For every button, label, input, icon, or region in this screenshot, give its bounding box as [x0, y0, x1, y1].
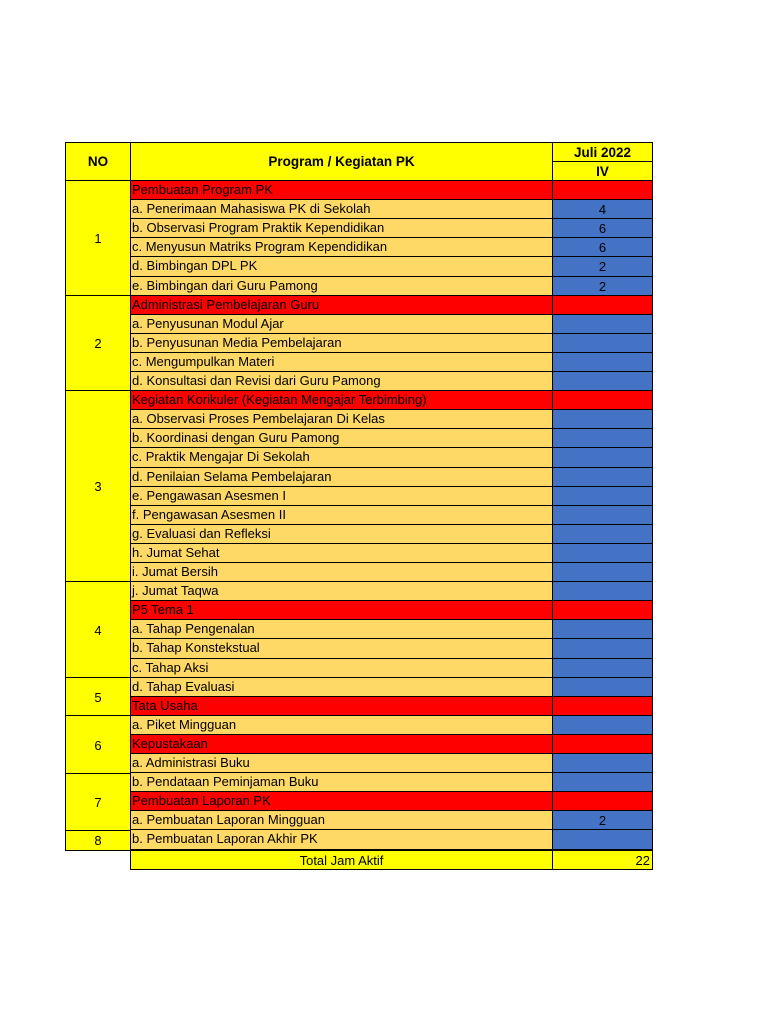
activity-row[interactable]: d. Bimbingan DPL PK — [130, 256, 553, 277]
section-row[interactable]: Tata Usaha — [130, 696, 553, 716]
hours-cell[interactable]: 6 — [552, 237, 653, 257]
activity-row[interactable]: a. Penyusunan Modul Ajar — [130, 314, 553, 334]
activity-row[interactable]: b. Penyusunan Media Pembelajaran — [130, 333, 553, 353]
hours-cell[interactable] — [552, 734, 653, 754]
hours-cell[interactable] — [552, 180, 653, 200]
activity-row[interactable]: c. Tahap Aksi — [130, 658, 553, 678]
hours-cell[interactable] — [552, 447, 653, 468]
hours-cell[interactable] — [552, 677, 653, 697]
activity-row[interactable]: f. Pengawasan Asesmen II — [130, 505, 553, 525]
hours-cell[interactable]: 6 — [552, 218, 653, 238]
hours-cell[interactable] — [552, 638, 653, 659]
activity-row[interactable]: c. Praktik Mengajar Di Sekolah — [130, 447, 553, 468]
activity-row[interactable]: c. Mengumpulkan Materi — [130, 352, 553, 372]
hours-cell[interactable] — [552, 562, 653, 582]
hours-cell[interactable] — [552, 543, 653, 563]
activity-row[interactable]: a. Tahap Pengenalan — [130, 619, 553, 639]
hours-cell[interactable] — [552, 715, 653, 735]
hours-cell[interactable] — [552, 791, 653, 811]
hours-cell[interactable] — [552, 696, 653, 716]
header-week[interactable]: IV — [552, 161, 653, 181]
activity-row[interactable]: c. Menyusun Matriks Program Kependidikan — [130, 237, 553, 257]
row-number-cell[interactable]: 2 — [65, 295, 131, 392]
hours-cell[interactable] — [552, 753, 653, 773]
activity-row[interactable]: d. Tahap Evaluasi — [130, 677, 553, 697]
hours-cell[interactable] — [552, 295, 653, 315]
activity-row[interactable]: e. Pengawasan Asesmen I — [130, 486, 553, 506]
activity-row[interactable]: a. Observasi Proses Pembelajaran Di Kelas — [130, 409, 553, 429]
hours-cell[interactable] — [552, 409, 653, 429]
activity-row[interactable]: j. Jumat Taqwa — [130, 581, 553, 601]
hours-cell[interactable] — [552, 829, 653, 850]
hours-cell[interactable] — [552, 524, 653, 544]
activity-row[interactable]: a. Penerimaan Mahasiswa PK di Sekolah — [130, 199, 553, 219]
activity-row[interactable]: i. Jumat Bersih — [130, 562, 553, 582]
activity-row[interactable]: d. Konsultasi dan Revisi dari Guru Pamong — [130, 371, 553, 391]
activity-row[interactable]: a. Administrasi Buku — [130, 753, 553, 773]
row-number-cell[interactable]: 5 — [65, 677, 131, 717]
activity-row[interactable]: b. Koordinasi dengan Guru Pamong — [130, 428, 553, 448]
row-number-cell[interactable]: 8 — [65, 830, 131, 851]
section-row[interactable]: P5 Tema 1 — [130, 600, 553, 620]
activity-row[interactable]: e. Bimbingan dari Guru Pamong — [130, 276, 553, 296]
hours-cell[interactable]: 2 — [552, 276, 653, 296]
total-value[interactable]: 22 — [552, 850, 653, 870]
hours-cell[interactable] — [552, 371, 653, 391]
row-number-cell[interactable]: 3 — [65, 390, 131, 583]
hours-cell[interactable]: 2 — [552, 810, 653, 830]
activity-row[interactable]: g. Evaluasi dan Refleksi — [130, 524, 553, 544]
hours-cell[interactable] — [552, 658, 653, 678]
hours-cell[interactable]: 2 — [552, 256, 653, 277]
activity-row[interactable]: b. Pendataan Peminjaman Buku — [130, 772, 553, 792]
header-program[interactable]: Program / Kegiatan PK — [130, 142, 553, 181]
hours-cell[interactable] — [552, 486, 653, 506]
activity-row[interactable]: b. Tahap Konstekstual — [130, 638, 553, 659]
section-row[interactable]: Pembuatan Program PK — [130, 180, 553, 200]
row-number-cell[interactable]: 6 — [65, 715, 131, 775]
section-row[interactable]: Administrasi Pembelajaran Guru — [130, 295, 553, 315]
hours-cell[interactable] — [552, 428, 653, 448]
row-number-cell[interactable]: 1 — [65, 180, 131, 297]
activity-row[interactable]: h. Jumat Sehat — [130, 543, 553, 563]
activity-row[interactable]: a. Pembuatan Laporan Mingguan — [130, 810, 553, 830]
row-number-cell[interactable]: 4 — [65, 581, 131, 679]
activity-row[interactable]: b. Observasi Program Praktik Kependidikan — [130, 218, 553, 238]
row-number-cell[interactable]: 7 — [65, 773, 131, 832]
hours-cell[interactable] — [552, 600, 653, 620]
hours-cell[interactable] — [552, 467, 653, 487]
hours-cell[interactable] — [552, 352, 653, 372]
section-row[interactable]: Kepustakaan — [130, 734, 553, 754]
activity-row[interactable]: a. Piket Mingguan — [130, 715, 553, 735]
total-label[interactable]: Total Jam Aktif — [130, 850, 553, 870]
activity-row[interactable]: d. Penilaian Selama Pembelajaran — [130, 467, 553, 487]
hours-cell[interactable] — [552, 390, 653, 410]
hours-cell[interactable]: 4 — [552, 199, 653, 219]
hours-cell[interactable] — [552, 581, 653, 601]
header-no[interactable]: NO — [65, 142, 131, 181]
activity-row[interactable]: b. Pembuatan Laporan Akhir PK — [130, 829, 553, 850]
hours-cell[interactable] — [552, 333, 653, 353]
hours-cell[interactable] — [552, 314, 653, 334]
section-row[interactable]: Kegiatan Korikuler (Kegiatan Mengajar Terbimbing) — [130, 390, 553, 410]
hours-cell[interactable] — [552, 619, 653, 639]
section-row[interactable]: Pembuatan Laporan PK — [130, 791, 553, 811]
hours-cell[interactable] — [552, 772, 653, 792]
hours-cell[interactable] — [552, 505, 653, 525]
header-month[interactable]: Juli 2022 — [552, 142, 653, 162]
